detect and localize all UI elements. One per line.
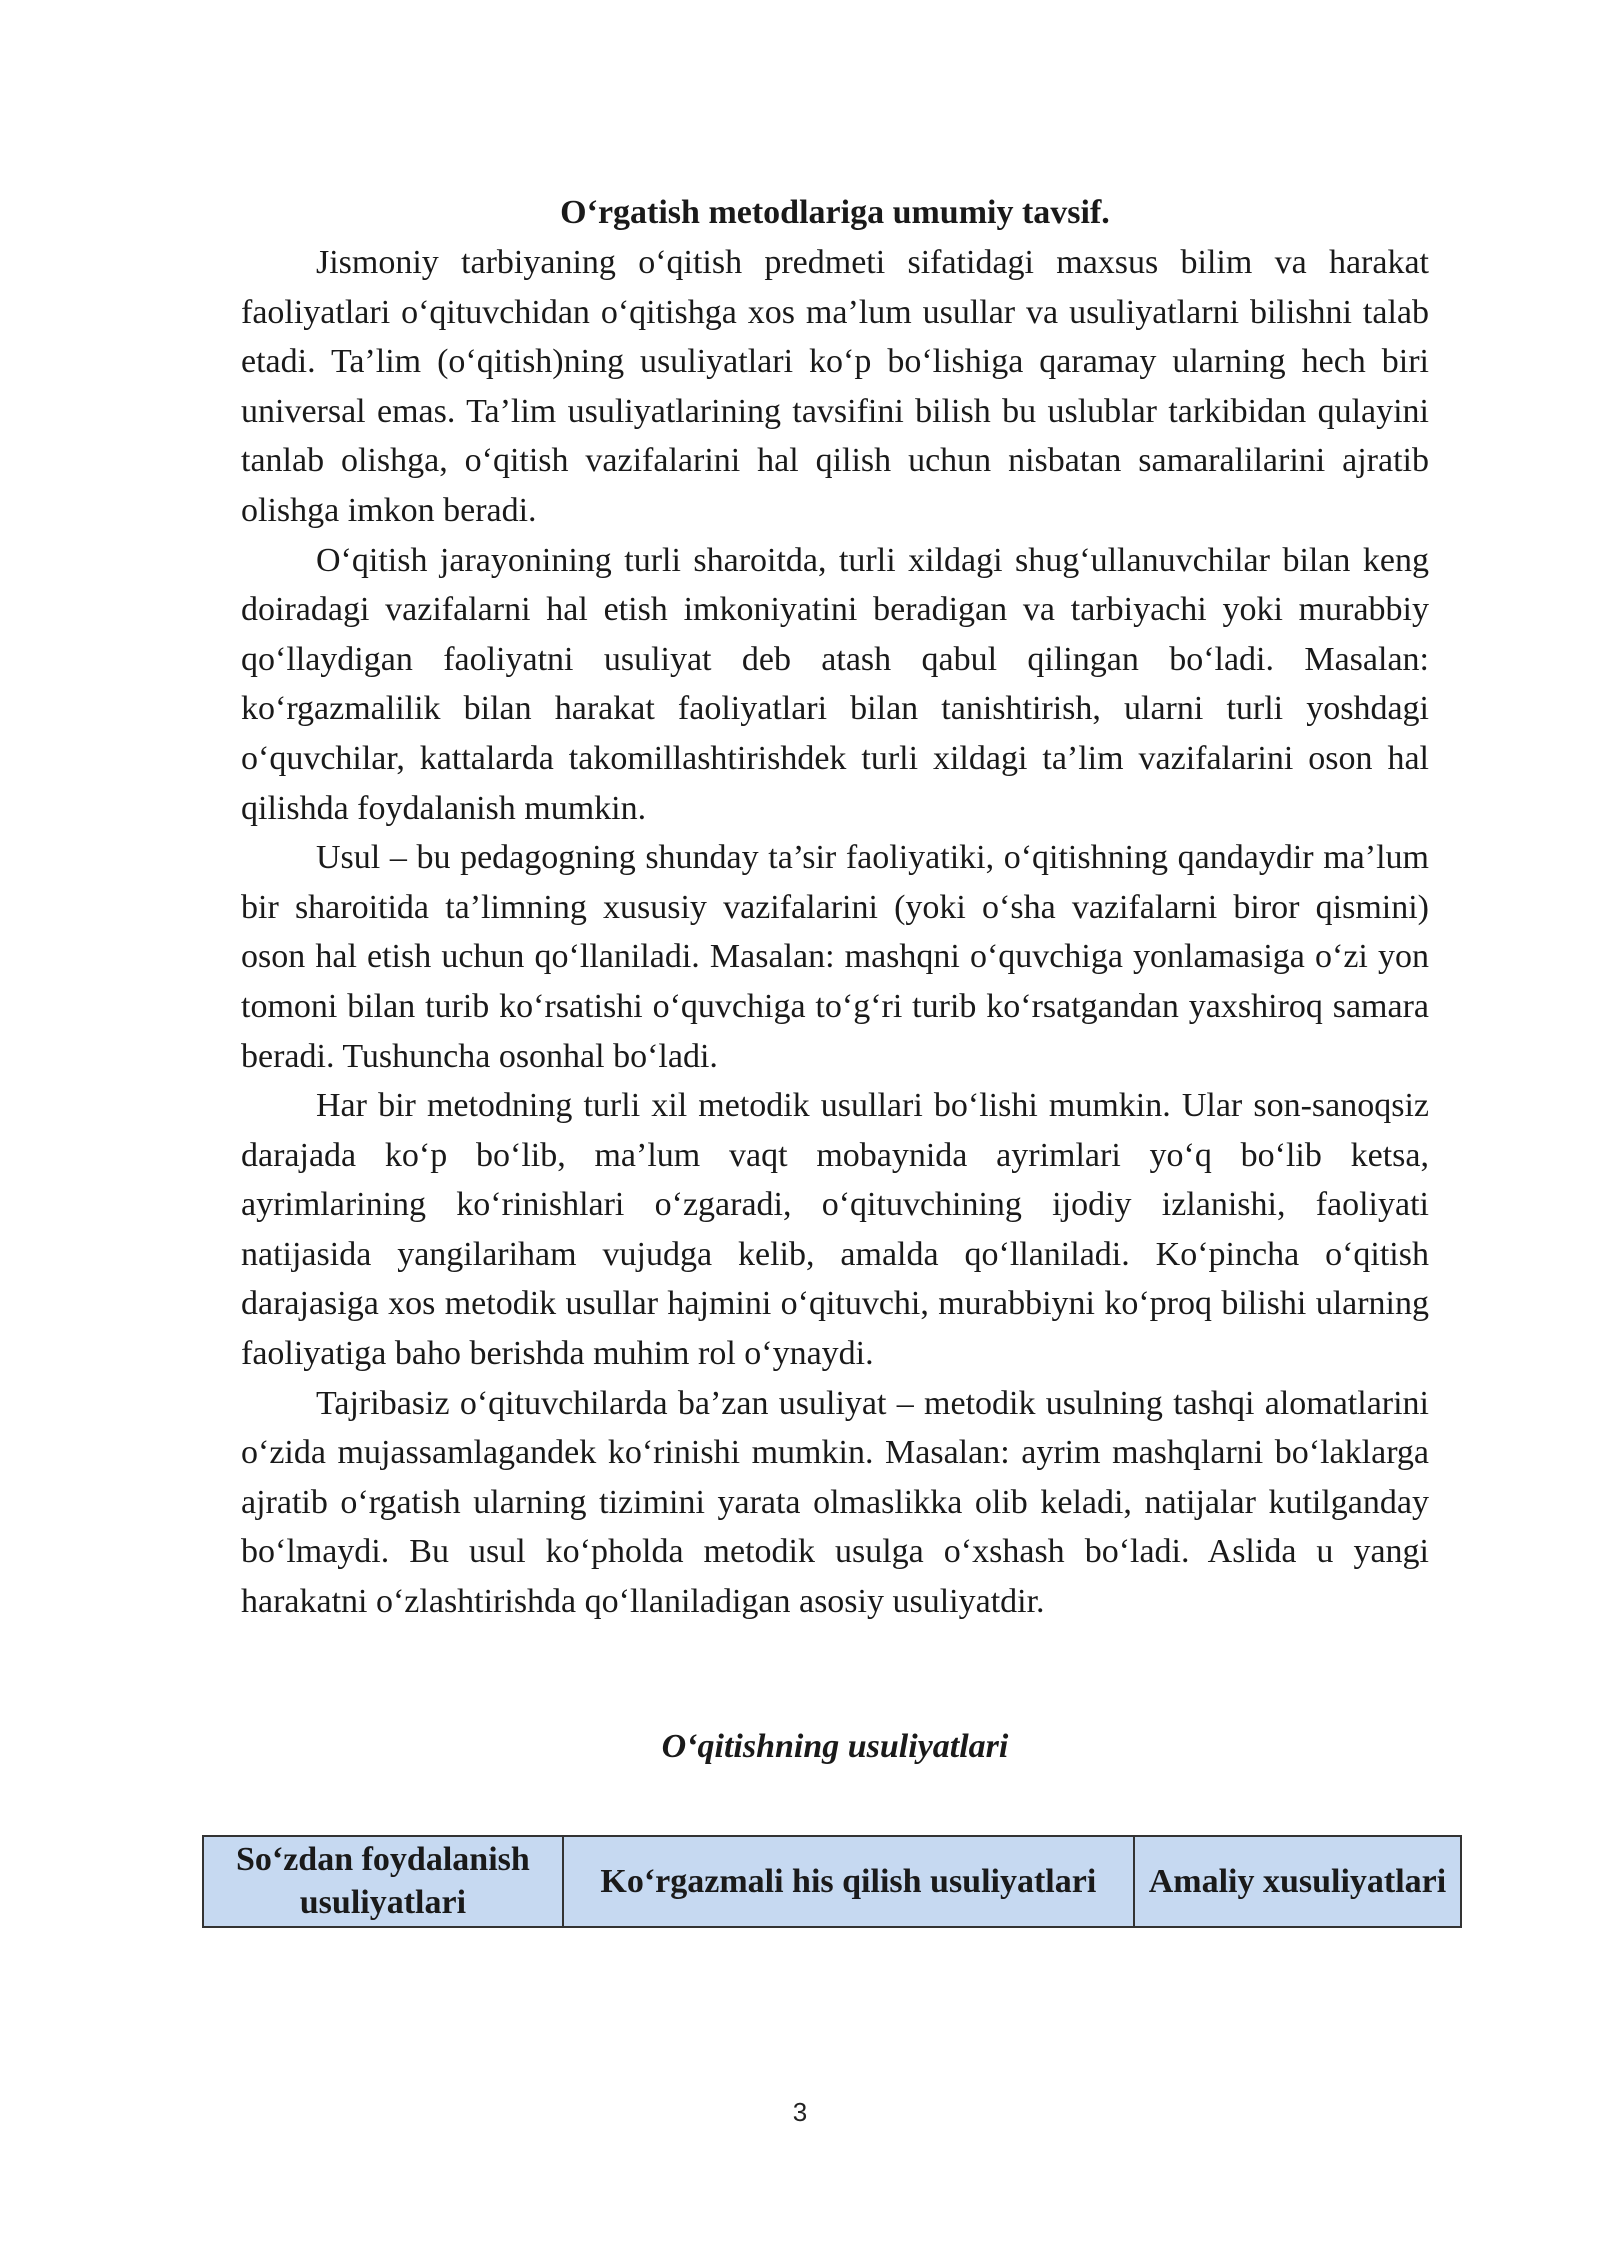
subheading-block bbox=[241, 1722, 1429, 1772]
paragraph-1: Jismoniy tarbiyaning o‘qitish predmeti sifatidagi maxsus bilim va harakat faoliyatlari o‘qituvchidan o‘qitishga xos ma’lum usullar va usuliyatlarni bilishni talab etadi. Ta’lim (o‘qitish)ning usuliyatlari ko‘p bo‘lishiga qaramay ularning hech biri universal emas. Ta’lim usuliyatlarining tavsifini bilish bu uslublar tarkibidan qulayini tanlab olishga, o‘qitish vazifalarini hal qilish uchun nisbatan samaralilarini ajratib olishga imkon beradi. bbox=[241, 244, 1429, 529]
section-subheading: O‘qitishning usuliyatlari bbox=[661, 1728, 1009, 1765]
methods-table-wrapper bbox=[202, 1835, 1462, 1928]
paragraph-5: Tajribasiz o‘qituvchilarda ba’zan usuliyat – metodik usulning tashqi alomatlarini o‘zida mujassamlagandek ko‘rinishi mumkin. Masalan: ayrim mashqlarni bo‘laklarga ajratib o‘rgatish ularning tizimini yarata olmaslikka olib keladi, natijalar kutilganday bo‘lmaydi. Bu usul ko‘pholda metodik usulga o‘xshash bo‘ladi. Aslida u yangi harakatni o‘zlashtirishda qo‘llaniladigan asosiy usuliyatdir. bbox=[241, 1384, 1429, 1621]
document-body bbox=[241, 188, 1429, 1627]
page-title: O‘rgatish metodlariga umumiy tavsif. bbox=[560, 194, 1110, 231]
methods-table bbox=[202, 1835, 1462, 1928]
paragraph-3: Usul – bu pedagogning shunday ta’sir faoliyatiki, o‘qitishning qandaydir ma’lum bir sharoitida ta’limning xususiy vazifalarini (yoki o‘sha vazifalarni biror qismini) oson hal etish uchun qo‘llaniladi. Masalan: mashqni o‘quvchiga yonlamasiga o‘zi yon tomoni bilan turib ko‘rsatishi o‘quvchiga to‘g‘ri turib ko‘rsatgandan yaxshiroq samara beradi. Tushuncha osonhal bo‘ladi. bbox=[241, 839, 1429, 1075]
table-header-row bbox=[203, 1836, 1461, 1927]
paragraph-4: Har bir metodning turli xil metodik usullari bo‘lishi mumkin. Ular son-sanoqsiz darajada ko‘p bo‘lib, ma’lum vaqt mobaynida ayrimlari yo‘q bo‘lib ketsa, ayrimlarining ko‘rinishlari o‘zgaradi, o‘qituvchining ijodiy izlanishi, faoliyati natijasida yangilariham vujudga kelib, amalda qo‘llaniladi. Ko‘pincha o‘qitish darajasiga xos metodik usullar hajmini o‘qituvchi, murabbiyni ko‘proq bilishi ularning faoliyatiga baho berishda muhim rol o‘ynaydi. bbox=[241, 1087, 1429, 1373]
table-header-cell-practical: Amaliy xusuliyatlari bbox=[1134, 1836, 1461, 1927]
table-header-cell-visual: Ko‘rgazmali his qilish usuliyatlari bbox=[563, 1836, 1134, 1927]
page-number: 3 bbox=[792, 2097, 808, 2127]
paragraph-2: O‘qitish jarayonining turli sharoitda, turli xildagi shug‘ullanuvchilar bilan keng doiradagi vazifalarni hal etish imkoniyatini beradigan va tarbiyachi yoki murabbiy qo‘llaydigan faoliyatni usuliyat deb atash qabul qilingan bo‘ladi. Masalan: ko‘rgazmalilik bilan harakat faoliyatlari bilan tanishtirish, ularni turli yoshdagi o‘quvchilar, kattalarda takomillashtirishdek turli xildagi ta’lim vazifalarini oson hal qilishda foydalanish mumkin. bbox=[241, 541, 1429, 827]
table-header-cell-verbal: So‘zdan foydalanish usuliyatlari bbox=[203, 1836, 563, 1927]
